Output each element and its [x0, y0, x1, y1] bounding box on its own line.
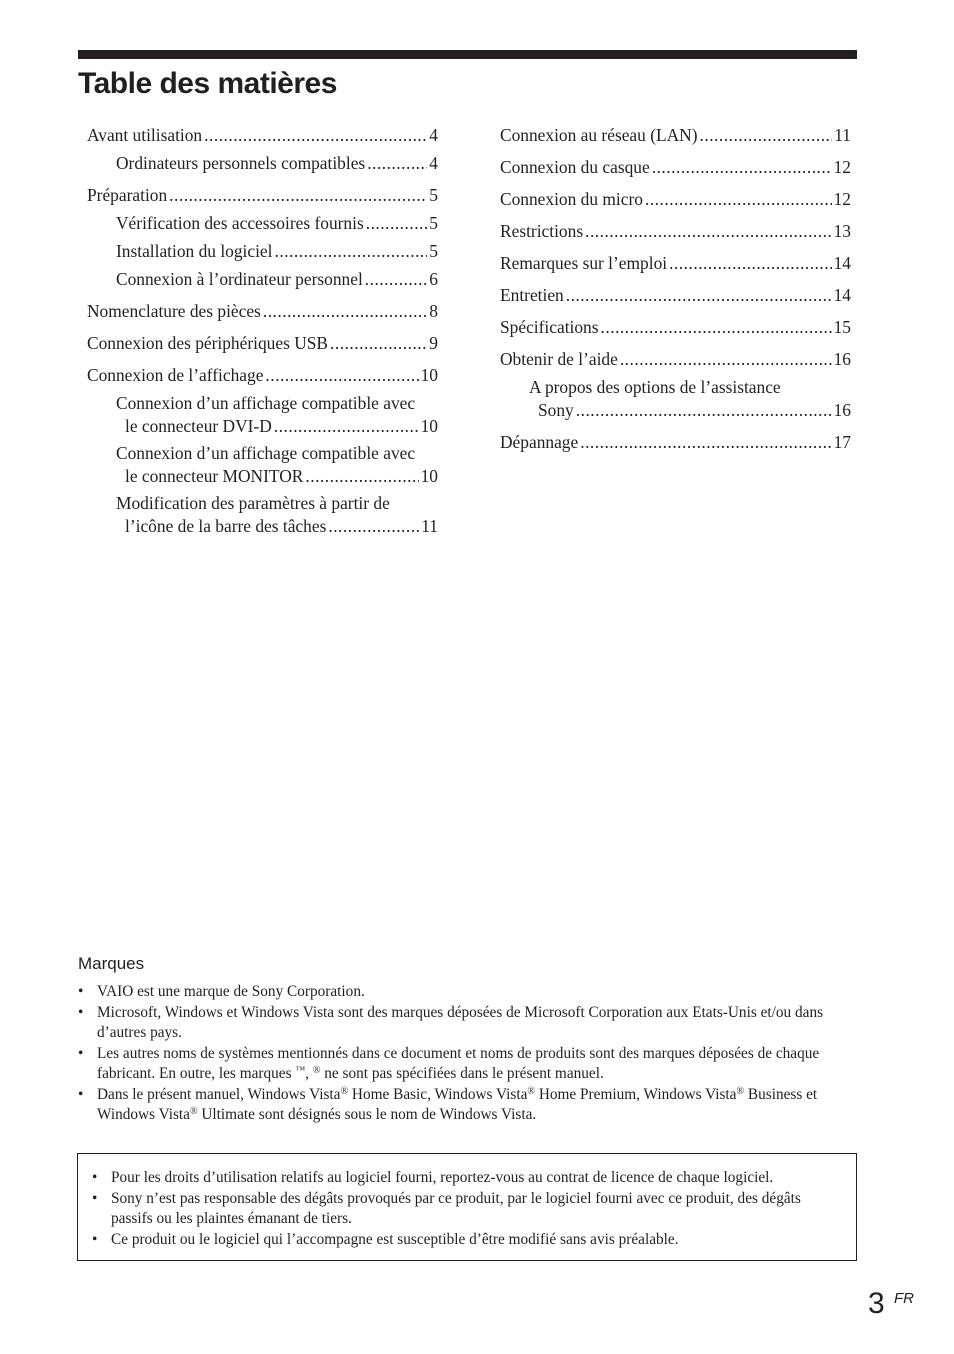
- toc-entry-micro[interactable]: [500, 188, 851, 211]
- toc-label: Connexion de l’affichage: [87, 365, 264, 385]
- toc-leader: [580, 431, 831, 454]
- page-title: Table des matières: [78, 67, 337, 100]
- toc-label: Installation du logiciel: [116, 241, 273, 261]
- toc-entry-verification[interactable]: [87, 212, 438, 235]
- toc-right-column: [500, 124, 851, 454]
- trademark-text: VAIO est une marque de Sony Corporation.: [97, 983, 365, 1000]
- toc-label: Ordinateurs personnels compatibles: [116, 153, 366, 173]
- notice-item: [92, 1189, 837, 1230]
- toc-page: 16: [833, 349, 851, 369]
- toc-page: 5: [429, 241, 438, 261]
- toc-leader: [274, 240, 427, 263]
- toc-leader: [652, 156, 832, 179]
- toc-page: 10: [420, 466, 438, 486]
- toc-label-line2: [87, 465, 438, 488]
- trademark-text: Les autres noms de systèmes mentionnés dans ce document et noms de produits sont des marques déposées de chaque fabricant. En outre, les marques: [97, 1044, 820, 1082]
- toc-page: 4: [429, 125, 438, 145]
- toc-label: le connecteur MONITOR: [125, 466, 304, 486]
- toc-label-line1: A propos des options de l’assistance: [529, 377, 781, 397]
- toc-label: Préparation: [87, 185, 168, 205]
- toc-entry-avant-utilisation[interactable]: [87, 124, 438, 147]
- toc-page: 4: [429, 153, 438, 173]
- toc-label: Remarques sur l’emploi: [500, 253, 668, 273]
- toc-leader: [169, 184, 427, 207]
- toc-page: 12: [833, 189, 851, 209]
- top-rule: [78, 50, 857, 59]
- toc-label-line2: [500, 399, 851, 422]
- toc-label: Nomenclature des pièces: [87, 301, 261, 321]
- registered-symbol: ®: [527, 1085, 536, 1097]
- notice-text: Sony n’est pas responsable des dégâts provoqués par ce produit, par le logiciel fourni avec ce produit, des dégâts passifs ou les plaintes émanant de tiers.: [111, 1189, 801, 1227]
- toc-entry-usb[interactable]: [87, 332, 438, 355]
- toc-entry-lan[interactable]: [500, 124, 851, 147]
- toc-label: Spécifications: [500, 317, 599, 337]
- toc-page: 17: [833, 432, 851, 452]
- toc-label: Restrictions: [500, 221, 584, 241]
- toc-leader: [330, 332, 427, 355]
- toc-entry-remarques[interactable]: [500, 252, 851, 275]
- toc-page: 11: [834, 125, 851, 145]
- toc-page: 6: [429, 269, 438, 289]
- toc-entry-preparation[interactable]: [87, 184, 438, 207]
- toc-leader: [620, 348, 832, 371]
- trademark-list: [78, 982, 848, 1126]
- toc-entry-installation[interactable]: [87, 240, 438, 263]
- toc-leader: [274, 415, 419, 438]
- trademark-item: [78, 1044, 848, 1085]
- toc-leader: [204, 124, 427, 147]
- registered-symbol: ®: [312, 1065, 321, 1076]
- registered-symbol: ®: [736, 1085, 745, 1097]
- toc-page: 14: [833, 285, 851, 305]
- toc-label: Connexion du micro: [500, 189, 643, 209]
- toc-leader: [645, 188, 832, 211]
- toc-page: 12: [833, 157, 851, 177]
- toc-label: Connexion des périphériques USB: [87, 333, 329, 353]
- toc-leader: [328, 515, 419, 538]
- toc-page: 9: [429, 333, 438, 353]
- notice-box: [77, 1153, 857, 1261]
- page-number: 3: [868, 1287, 885, 1320]
- toc-page: 5: [429, 185, 438, 205]
- toc-entry-entretien[interactable]: [500, 284, 851, 307]
- toc-label-line1: Connexion d’un affichage compatible avec: [116, 393, 416, 413]
- toc-label: Avant utilisation: [87, 125, 203, 145]
- trademark-text: ,: [305, 1065, 313, 1082]
- registered-symbol: ®: [340, 1085, 349, 1097]
- toc-page: 10: [420, 416, 438, 436]
- toc-entry-affichage[interactable]: [87, 364, 438, 387]
- toc-label: Obtenir de l’aide: [500, 349, 618, 369]
- trademark-text: Home Premium, Windows Vista: [535, 1085, 737, 1103]
- toc-page: 8: [429, 301, 438, 321]
- toc-label-line2: [87, 415, 438, 438]
- toc-leader: [700, 124, 833, 147]
- toc-leader: [365, 268, 428, 291]
- toc-entry-connexion-ordinateur[interactable]: [87, 268, 438, 291]
- toc-left-column: [87, 124, 438, 538]
- tm-symbol: ™: [295, 1065, 306, 1076]
- trademark-text: Dans le présent manuel, Windows Vista: [97, 1085, 341, 1103]
- toc-label: Connexion au réseau (LAN): [500, 125, 698, 145]
- trademark-item: [78, 982, 848, 1003]
- page-language-tag: FR: [894, 1290, 914, 1307]
- trademark-text: Business et Windows Vista: [97, 1085, 818, 1123]
- toc-entry-specifications[interactable]: [500, 316, 851, 339]
- toc-label-line1: Modification des paramètres à partir de: [116, 493, 390, 513]
- trademark-item: [78, 1085, 848, 1126]
- toc-entry-casque[interactable]: [500, 156, 851, 179]
- toc-leader: [265, 364, 418, 387]
- trademark-text: ne sont pas spécifiées dans le présent manuel.: [320, 1065, 604, 1082]
- toc-entry-restrictions[interactable]: [500, 220, 851, 243]
- toc-label: Connexion à l’ordinateur personnel: [116, 269, 363, 289]
- toc-entry-depannage[interactable]: [500, 431, 851, 454]
- notice-item: [92, 1230, 837, 1251]
- toc-page: 15: [833, 317, 851, 337]
- toc-label: Connexion du casque: [500, 157, 650, 177]
- trademark-text: Ultimate sont désignés sous le nom de Windows Vista.: [197, 1106, 537, 1123]
- toc-label-line2: [87, 515, 438, 538]
- trademark-text: Microsoft, Windows et Windows Vista sont des marques déposées de Microsoft Corporation aux Etats-Unis et/ou dans d’autres pays.: [97, 1003, 824, 1041]
- toc-label: Dépannage: [500, 432, 579, 452]
- toc-label: Vérification des accessoires fournis: [116, 213, 364, 233]
- toc-entry-modification[interactable]: [87, 492, 438, 538]
- toc-entry-ordinateurs[interactable]: [87, 152, 438, 175]
- toc-entry-nomenclature[interactable]: [87, 300, 438, 323]
- registered-symbol: ®: [189, 1106, 198, 1117]
- toc-leader: [367, 152, 427, 175]
- toc-entry-dvi[interactable]: [87, 392, 438, 438]
- toc-page: 13: [833, 221, 851, 241]
- toc-page: 14: [833, 253, 851, 273]
- toc-leader: [566, 284, 832, 307]
- notice-text: Ce produit ou le logiciel qui l’accompagne est susceptible d’être modifié sans avis préalable.: [111, 1230, 679, 1248]
- notice-item: [92, 1168, 837, 1189]
- toc-label: Sony: [538, 400, 574, 420]
- toc-label: Entretien: [500, 285, 564, 305]
- toc-label: le connecteur DVI-D: [125, 416, 272, 436]
- toc-leader: [263, 300, 427, 323]
- toc-page: 16: [833, 400, 851, 420]
- toc-page: 10: [420, 365, 438, 385]
- trademark-item: [78, 1003, 848, 1044]
- toc-label: l’icône de la barre des tâches: [125, 516, 327, 536]
- marques-heading: Marques: [78, 954, 145, 973]
- toc-entry-aide[interactable]: [500, 348, 851, 371]
- trademark-text: Home Basic, Windows Vista: [348, 1085, 528, 1103]
- toc-leader: [366, 212, 428, 235]
- toc-leader: [305, 465, 418, 488]
- toc-page: 5: [429, 213, 438, 233]
- notice-text: Pour les droits d’utilisation relatifs au logiciel fourni, reportez-vous au contrat de licence de chaque logiciel.: [111, 1169, 774, 1186]
- toc-leader: [669, 252, 832, 275]
- toc-entry-options-assistance[interactable]: [500, 376, 851, 422]
- toc-page: 11: [421, 516, 438, 536]
- toc-label-line1: Connexion d’un affichage compatible avec: [116, 443, 416, 463]
- toc-entry-monitor[interactable]: [87, 442, 438, 488]
- notice-list: [92, 1168, 837, 1250]
- toc-leader: [576, 399, 832, 422]
- toc-leader: [585, 220, 832, 243]
- toc-leader: [601, 316, 832, 339]
